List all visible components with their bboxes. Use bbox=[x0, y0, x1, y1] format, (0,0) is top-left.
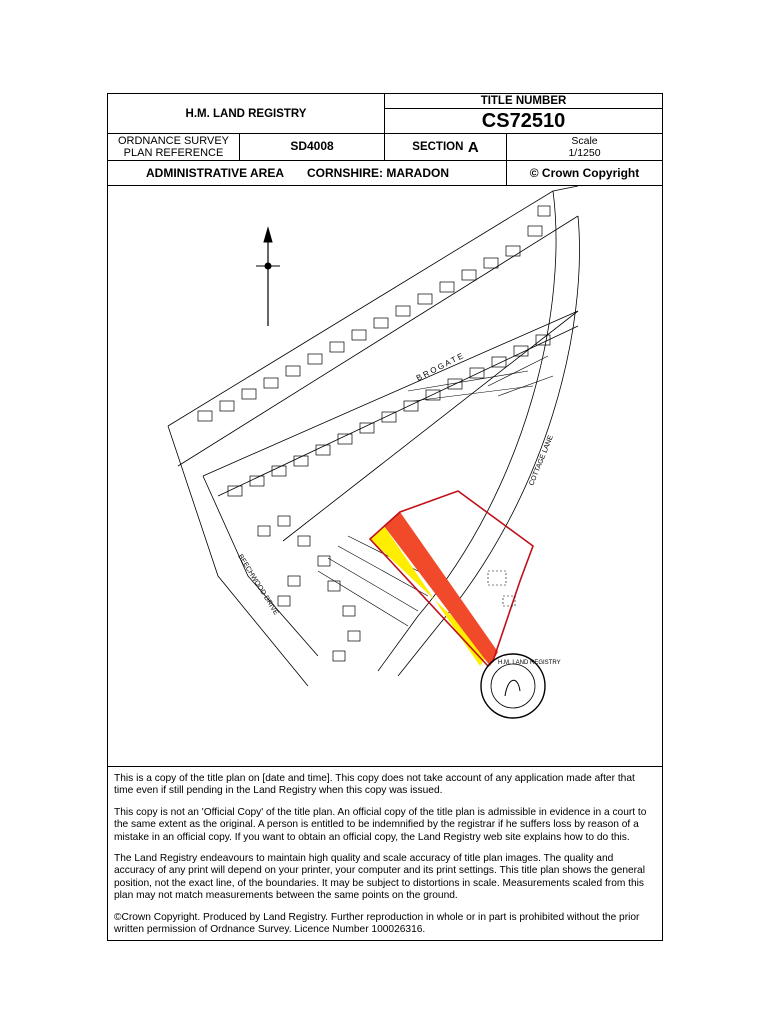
scale-value: 1/1250 bbox=[568, 147, 601, 159]
street-mid-c bbox=[283, 311, 578, 541]
drive-edge-left-inner bbox=[203, 476, 318, 656]
title-boundary bbox=[370, 491, 533, 666]
scale-label: Scale bbox=[571, 135, 598, 147]
header-row-3 bbox=[108, 161, 662, 186]
registry-name: H.M. LAND REGISTRY bbox=[185, 107, 307, 120]
note-paragraph-4: ©Crown Copyright. Produced by Land Registry. Further reproduction in whole or in part is prohibited without the prior written permission of Ordnance Survey. Licence Number 100026316. bbox=[114, 911, 640, 936]
os-ref-label-line2: PLAN REFERENCE bbox=[123, 147, 224, 159]
os-ref-label bbox=[108, 134, 239, 160]
note-paragraph-2: This copy is not an 'Official Copy' of the title plan. An official copy of the title plan is admissible in evidence in a court to the same extent as the original. A person is entitled to be indemnified by the registrar if he suffers loss by reason of a mistake in an official copy. If you want to obtain an official copy, the Land Registry web site explains how to do this. bbox=[114, 806, 647, 843]
title-number-cell bbox=[384, 94, 662, 133]
title-number: CS72510 bbox=[481, 110, 566, 132]
red-band bbox=[384, 512, 498, 666]
road-label-left: BEECHWOOD DRIVE bbox=[236, 553, 280, 617]
admin-area-cell bbox=[108, 161, 506, 185]
houses-top-row bbox=[198, 206, 550, 421]
road-label-top: B R O G A T E bbox=[414, 351, 465, 383]
stamp-text: H.M. LAND REGISTRY bbox=[498, 660, 561, 666]
section-cell bbox=[384, 134, 506, 160]
os-ref: SD4008 bbox=[239, 134, 384, 160]
yellow-band bbox=[370, 526, 490, 666]
plot-outbuildings bbox=[488, 571, 515, 606]
admin-area: CORNSHIRE: MARADON bbox=[307, 166, 449, 180]
scale-cell bbox=[506, 134, 662, 160]
crown-copyright: © Crown Copyright bbox=[506, 161, 662, 185]
header-row-1 bbox=[108, 94, 662, 134]
north-arrow-icon bbox=[256, 228, 280, 326]
note-paragraph-1: This is a copy of the title plan on [date and time]. This copy does not take account of any application made after that time even if still pending in the Land Registry when this copy was issued. bbox=[114, 773, 635, 797]
title-plan-frame bbox=[107, 93, 663, 941]
street-mid-a bbox=[203, 311, 578, 476]
admin-area-label: ADMINISTRATIVE AREA bbox=[146, 166, 284, 180]
road-label-right: COTTAGE LANE bbox=[528, 434, 555, 487]
section-label: SECTION bbox=[412, 141, 464, 153]
title-plan-map bbox=[108, 186, 662, 766]
road-edge-top-inner bbox=[178, 216, 578, 466]
os-ref-label-line1: ORDNANCE SURVEY bbox=[117, 135, 230, 147]
note-paragraph-3: The Land Registry endeavours to maintain high quality and scale accuracy of title plan images. The quality and accuracy of any print will depend on your printer, your computer and its print settings. This title plan shows the general position, not the exact line, of the boundaries. It may be subject to distortions in scale. Measurements scaled from this plan may not match measurements between the same points on the ground. bbox=[114, 853, 645, 902]
notes-block bbox=[114, 773, 656, 945]
houses-lower-cluster bbox=[258, 516, 360, 661]
section-value: A bbox=[467, 138, 479, 156]
land-registry-stamp-icon bbox=[481, 654, 561, 718]
lane-edge-right-outer bbox=[378, 191, 556, 671]
road-edge-top-outer bbox=[168, 186, 578, 426]
map-bottom-rule bbox=[108, 766, 662, 767]
title-number-label: TITLE NUMBER bbox=[385, 94, 662, 109]
header-row-2 bbox=[108, 134, 662, 161]
